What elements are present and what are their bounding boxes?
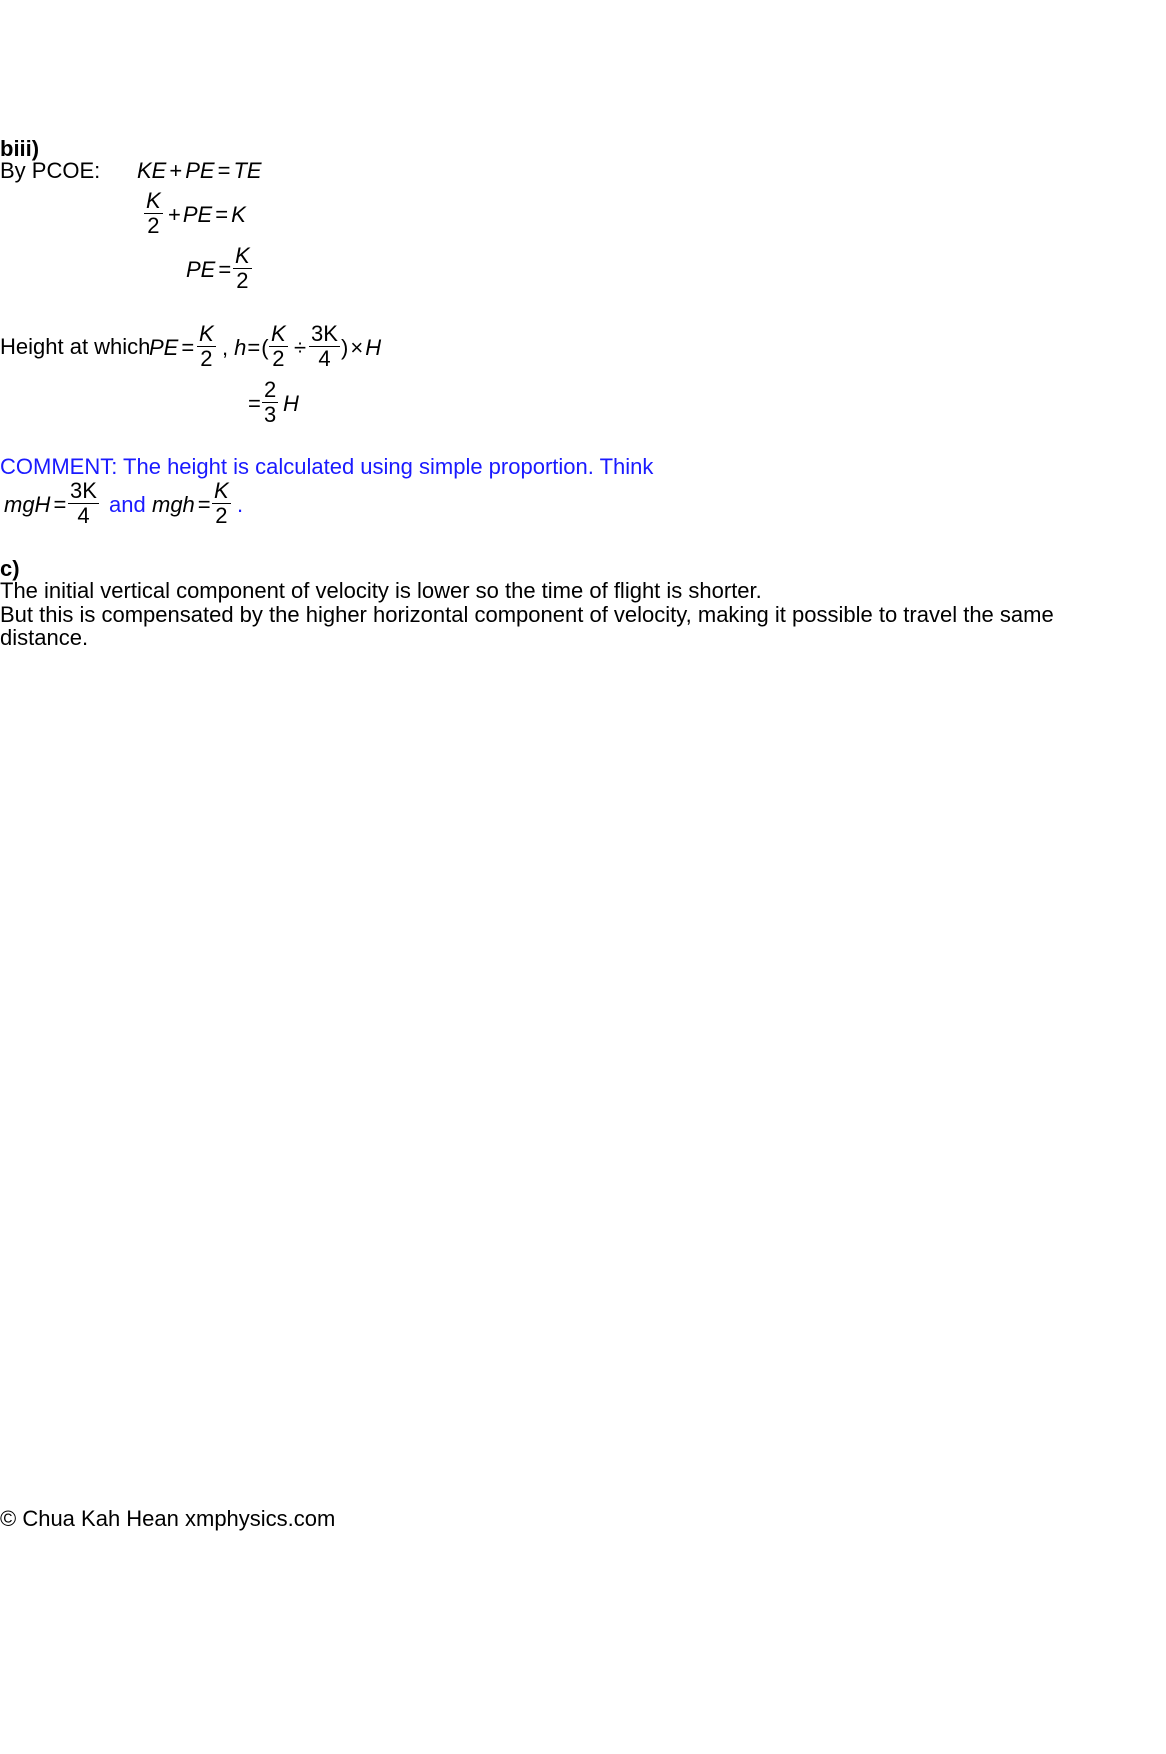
eq4-numerator-3: 3K (311, 321, 338, 346)
comment-equals-1: = (53, 492, 67, 517)
comment-fraction-1 (68, 479, 99, 528)
c-line-2: But this is compensated by the higher horizontal component of velocity, making it possible to travel the same (0, 602, 1054, 627)
eq4-fraction-1 (197, 322, 216, 371)
eq4-comma: , (222, 335, 229, 360)
comment-fraction-2 (212, 479, 231, 528)
footer-copyright: © Chua Kah Hean xmphysics.com (0, 1506, 336, 1531)
eq4-numerator-1: K (199, 321, 214, 346)
eq4-fraction-3 (309, 322, 340, 371)
comment-numerator-2: K (214, 478, 229, 503)
eq2-equals: = (215, 202, 229, 227)
comment-equals-2: = (197, 492, 211, 517)
eq4-big-h: H (365, 335, 382, 360)
comment-denominator-1: 4 (68, 503, 99, 528)
eq4-times: × (350, 335, 364, 360)
by-pcoe-label: By PCOE: (0, 158, 101, 183)
eq4-equals-2: = (247, 335, 261, 360)
eq4-tail (341, 335, 381, 361)
section-heading-biii: biii) (0, 136, 40, 161)
eq4-denominator-2: 2 (269, 346, 288, 371)
eq4-left-paren: ( (261, 335, 269, 360)
eq3-equals: = (218, 257, 232, 282)
eq1-ke: KE (137, 158, 167, 183)
eq2-denominator: 2 (144, 213, 163, 238)
eq1-pe: PE (185, 158, 215, 183)
comment-numerator-1: 3K (70, 478, 97, 503)
eq4-fraction-2 (269, 322, 288, 371)
height-label: Height at which (0, 334, 151, 359)
eq3-fraction (233, 244, 252, 293)
eq1-te: TE (233, 158, 262, 183)
c-line-1: The initial vertical component of velocity is lower so the time of flight is shorter. (0, 578, 762, 603)
c-line-3: distance. (0, 625, 89, 650)
comment-mgh-lhs (152, 492, 214, 518)
equation-2-rest (168, 202, 246, 228)
comment-denominator-2: 2 (212, 503, 231, 528)
eq5-denominator: 3 (264, 402, 277, 427)
eq3-denominator: 2 (233, 268, 252, 293)
comment-line-1: COMMENT: The height is calculated using simple proportion. Think (0, 454, 654, 479)
eq5-equals: = (248, 391, 261, 416)
comment-mgH-lhs (4, 492, 69, 518)
eq4-divide: ÷ (294, 335, 307, 360)
section-heading-c: c) (0, 556, 20, 581)
eq4-numerator-2: K (271, 321, 286, 346)
eq4-pe: PE (149, 335, 179, 360)
eq4-middle (222, 335, 269, 361)
eq4-denominator-3: 4 (309, 346, 340, 371)
eq4-right-paren: ) (341, 335, 349, 360)
comment-mgH: mgH (4, 492, 51, 517)
comment-period: . (237, 492, 244, 517)
eq2-plus: + (168, 202, 181, 227)
eq3-numerator: K (235, 243, 250, 268)
eq5-fraction (262, 378, 278, 427)
eq4-denominator-1: 2 (197, 346, 216, 371)
eq4-h: h (234, 335, 247, 360)
eq3-pe: PE (186, 257, 216, 282)
eq2-pe: PE (182, 202, 213, 227)
eq1-plus: + (169, 158, 183, 183)
eq4-equals: = (181, 335, 195, 360)
equation-3-lhs (186, 257, 234, 283)
eq1-equals: = (217, 158, 231, 183)
comment-mgh: mgh (152, 492, 195, 517)
eq2-k: K (231, 202, 246, 227)
eq5-numerator: 2 (264, 377, 277, 402)
eq2-fraction (144, 189, 163, 238)
equation-1 (137, 158, 262, 184)
eq4-lhs (149, 335, 197, 361)
eq2-numerator: K (146, 188, 161, 213)
eq5-big-h: H (283, 391, 299, 416)
comment-and: and (109, 492, 146, 517)
